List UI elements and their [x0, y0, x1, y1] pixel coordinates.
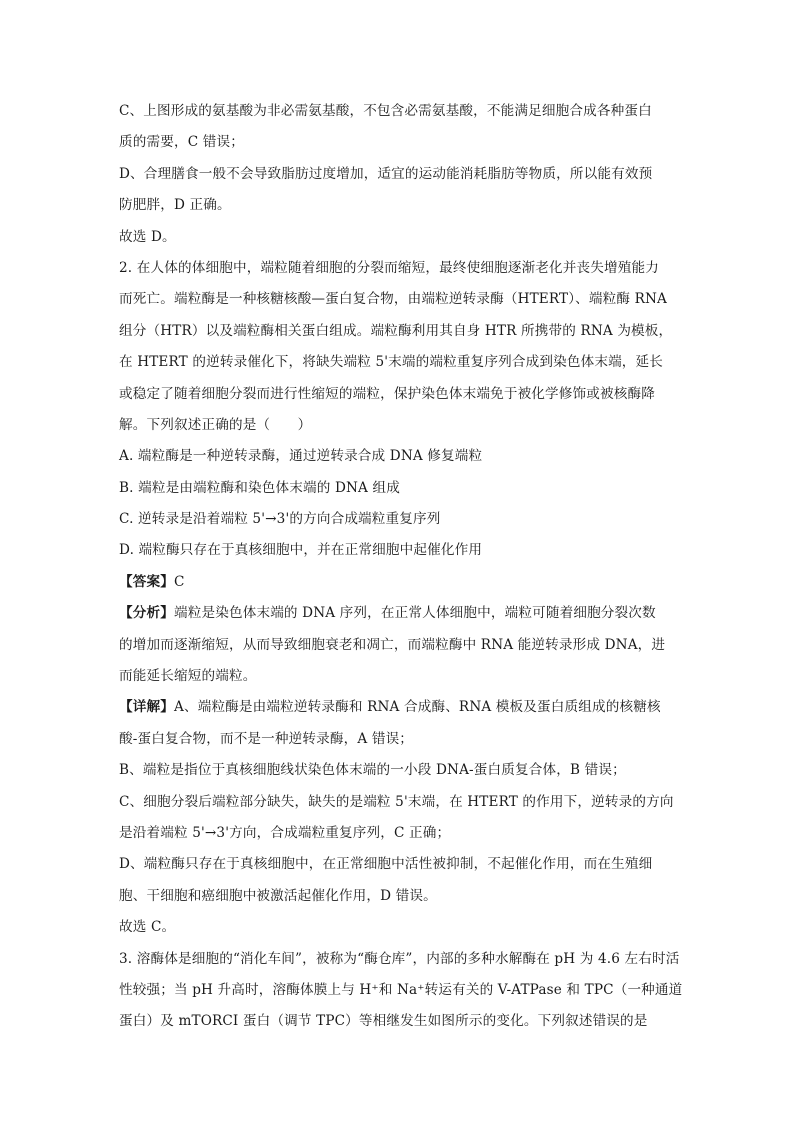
text-line: 胞、干细胞和癌细胞中被激活起催化作用，D 错误。 [119, 887, 437, 904]
text-line: 解。下列叙述正确的是（ ） [119, 416, 312, 433]
answer-label: 【答案】 [119, 573, 174, 590]
text-line: 酸-蛋白复合物，而不是一种逆转录酶，A 错误； [119, 730, 414, 747]
text-line: 是沿着端粒 5'→3'方向，合成端粒重复序列，C 正确； [119, 824, 451, 841]
question-2-stem: 2. 在人体的体细胞中，端粒随着细胞的分裂而缩短，最终使细胞逐渐老化并丧失增殖能力 [119, 259, 660, 276]
document-page [119, 96, 683, 1038]
detail-text: A、端粒酶是由端粒逆转录酶和 RNA 合成酶、RNA 模板及蛋白质组成的核糖核 [173, 699, 661, 716]
text-line: 的增加而逐渐缩短，从而导致细胞衰老和凋亡，而端粒酶中 RNA 能逆转录形成 DNA，进 [119, 636, 666, 653]
answer-value: C [173, 573, 185, 590]
option-b: B. 端粒是由端粒酶和染色体末端的 DNA 组成 [119, 479, 400, 496]
option-a: A. 端粒酶是一种逆转录酶，通过逆转录合成 DNA 修复端粒 [119, 448, 483, 465]
text-line: 而能延长缩短的端粒。 [119, 668, 257, 685]
question-3-stem: 3. 溶酶体是细胞的“消化车间”，被称为“酶仓库”，内部的多种水解酶在 pH 为 4.6 左右时活 [119, 950, 680, 967]
text-line: D、端粒酶只存在于真核细胞中，在正常细胞中活性被抑制，不起催化作用，而在生殖细 [119, 856, 653, 873]
text-line: 蛋白）及 mTORCI 蛋白（调节 TPC）等相继发生如图所示的变化。下列叙述错误的是 [119, 1013, 648, 1030]
detail-label: 【详解】 [119, 699, 174, 716]
option-d: D. 端粒酶只存在于真核细胞中，并在正常细胞中起催化作用 [119, 542, 483, 559]
text-line: D、合理膳食一般不会导致脂肪过度增加，适宜的运动能消耗脂肪等物质，所以能有效预 [119, 165, 653, 182]
text-line: 故选 D。 [119, 228, 176, 245]
text-line: 故选 C。 [119, 919, 176, 936]
text-line: 防肥胖，D 正确。 [119, 197, 231, 214]
text-line: 质的需要，C 错误； [119, 134, 244, 151]
text-line: C、细胞分裂后端粒部分缺失，缺失的是端粒 5'末端，在 HTERT 的作用下，逆转录的方向 [119, 793, 674, 810]
text-line: C、上图形成的氨基酸为非必需氨基酸，不包含必需氨基酸，不能满足细胞合成各种蛋白 [119, 103, 652, 119]
analysis-label: 【分析】 [119, 605, 174, 622]
text-line: B、端粒是指位于真核细胞线状染色体末端的一小段 DNA-蛋白质复合体，B 错误； [119, 762, 626, 779]
answer-line [119, 567, 679, 598]
text-line: 性较强；当 pH 升高时，溶酶体膜上与 H⁺和 Na⁺转运有关的 V-ATPase 和 TPC（一种通道 [119, 981, 683, 998]
text-line: 或稳定了随着细胞分裂而进行性缩短的端粒，保护染色体末端免于被化学修饰或被核酶降 [119, 385, 656, 402]
analysis-line [119, 598, 679, 629]
detail-line [119, 692, 679, 723]
text-line: 组分（HTR）以及端粒酶相关蛋白组成。端粒酶利用其自身 HTR 所携带的 RNA 为模板， [119, 322, 673, 339]
text-line: 在 HTERT 的逆转录催化下，将缺失端粒 5'末端的端粒重复序列合成到染色体末端，延长 [119, 354, 664, 371]
text-line: 而死亡。端粒酶是一种核糖核酸—蛋白复合物，由端粒逆转录酶（HTERT）、端粒酶 RNA [119, 291, 668, 308]
analysis-text: 端粒是染色体末端的 DNA 序列，在正常人体细胞中，端粒可随着细胞分裂次数 [173, 605, 656, 622]
option-c: C. 逆转录是沿着端粒 5'→3'的方向合成端粒重复序列 [119, 511, 441, 528]
